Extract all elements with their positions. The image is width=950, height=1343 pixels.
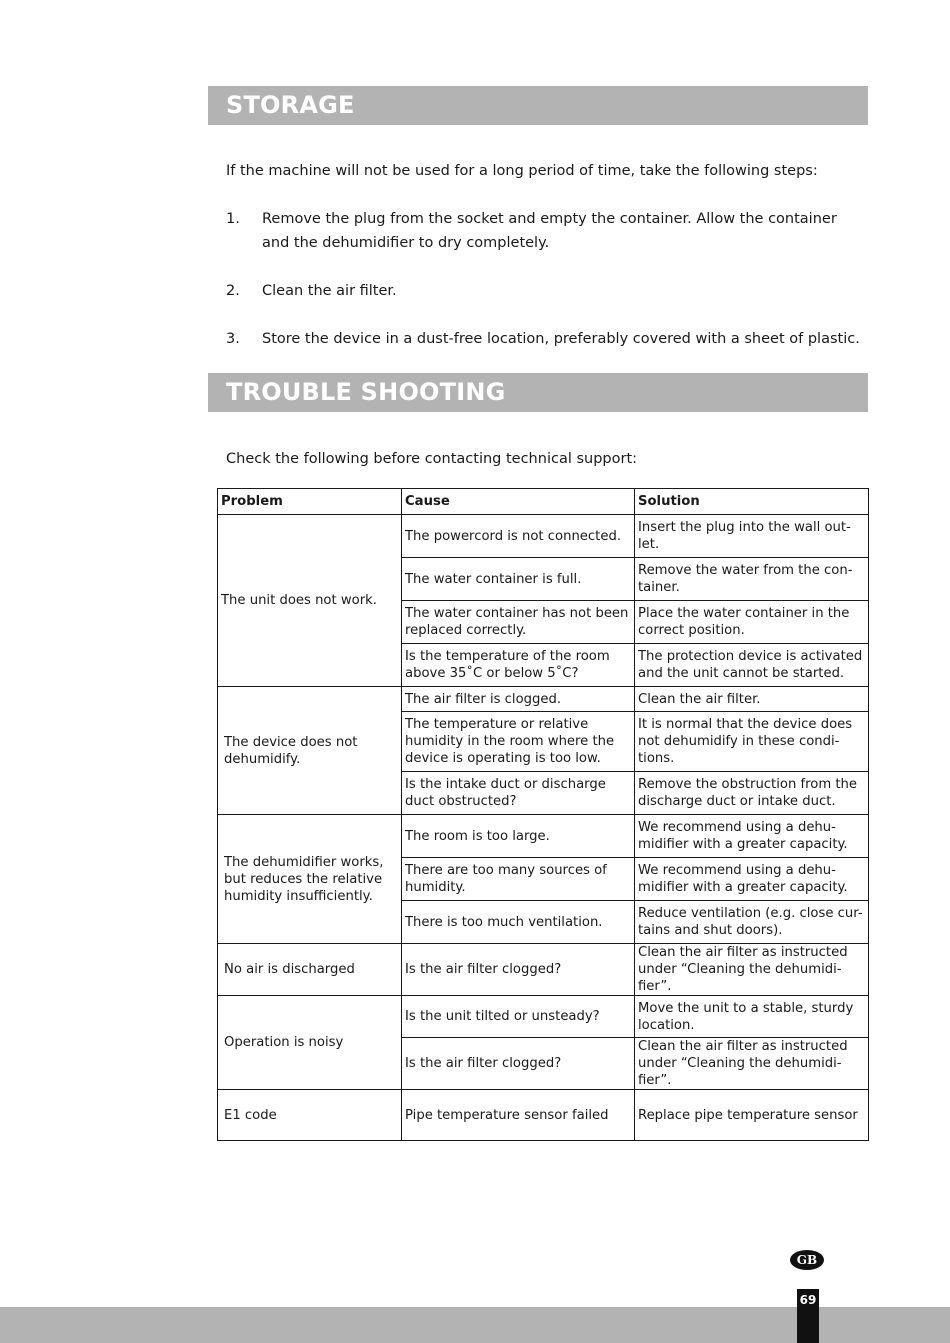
- cause-cell: The room is too large.: [402, 815, 635, 858]
- troubleshooting-table: [217, 488, 869, 1141]
- problem-cell: No air is discharged: [218, 944, 402, 996]
- cause-cell: The water container is full.: [402, 558, 635, 601]
- cause-cell: The water container has not been replaced correctly.: [402, 601, 635, 644]
- cause-cell: Pipe temperature sensor failed: [402, 1090, 635, 1141]
- step-text: Clean the air filter.: [262, 283, 397, 299]
- solution-cell: Replace pipe temperature sensor: [635, 1090, 869, 1141]
- step-text: Store the device in a dust-free location, preferably covered with a sheet of plastic.: [262, 331, 860, 347]
- troubleshooting-heading: TROUBLE SHOOTING: [208, 373, 868, 412]
- troubleshooting-intro: Check the following before contacting technical support:: [226, 451, 638, 467]
- table-row: [218, 515, 869, 558]
- problem-cell: The device does not dehumidify.: [218, 687, 402, 815]
- problem-cell: The unit does not work.: [218, 515, 402, 687]
- table-header-row: [218, 489, 869, 515]
- table-row: [218, 815, 869, 858]
- cause-cell: Is the unit tilted or unsteady?: [402, 996, 635, 1038]
- cause-cell: There are too many sources of humidity.: [402, 858, 635, 901]
- solution-cell: Remove the water from the con-tainer.: [635, 558, 869, 601]
- step-text: Remove the plug from the socket and empty the container. Allow the container and the dehumidifier to dry completely.: [262, 211, 837, 251]
- storage-step: [226, 279, 868, 303]
- step-number: 2.: [226, 283, 240, 299]
- header-problem: Problem: [218, 489, 402, 515]
- solution-cell: We recommend using a dehu-midifier with a greater capacity.: [635, 858, 869, 901]
- header-cause: Cause: [402, 489, 635, 515]
- cause-cell: Is the intake duct or discharge duct obstructed?: [402, 772, 635, 815]
- cause-cell: Is the air filter clogged?: [402, 944, 635, 996]
- solution-cell: Move the unit to a stable, sturdy location.: [635, 996, 869, 1038]
- cause-cell: There is too much ventilation.: [402, 901, 635, 944]
- solution-cell: Place the water container in the correct position.: [635, 601, 869, 644]
- page-number: 69: [797, 1289, 819, 1343]
- solution-cell: Clean the air filter as instructed under “Cleaning the dehumidi-fier”.: [635, 1038, 869, 1090]
- table-row: [218, 996, 869, 1038]
- solution-cell: Clean the air filter as instructed under “Cleaning the dehumidi-fier”.: [635, 944, 869, 996]
- storage-step: [226, 327, 868, 351]
- solution-cell: Reduce ventilation (e.g. close cur-tains and shut doors).: [635, 901, 869, 944]
- storage-step: [226, 207, 868, 255]
- solution-cell: Remove the obstruction from the discharge duct or intake duct.: [635, 772, 869, 815]
- solution-cell: Insert the plug into the wall out-let.: [635, 515, 869, 558]
- header-solution: Solution: [635, 489, 869, 515]
- cause-cell: The temperature or relative humidity in the room where the device is operating is too low.: [402, 712, 635, 772]
- step-number: 3.: [226, 331, 240, 347]
- solution-cell: We recommend using a dehu-midifier with a greater capacity.: [635, 815, 869, 858]
- table-row: [218, 687, 869, 712]
- cause-cell: Is the air filter clogged?: [402, 1038, 635, 1090]
- language-badge: GB: [790, 1250, 824, 1270]
- storage-heading: STORAGE: [208, 86, 868, 125]
- table-row: [218, 1090, 869, 1141]
- solution-cell: Clean the air filter.: [635, 687, 869, 712]
- solution-cell: The protection device is activated and the unit cannot be started.: [635, 644, 869, 687]
- cause-cell: The air filter is clogged.: [402, 687, 635, 712]
- step-number: 1.: [226, 211, 240, 227]
- cause-cell: The powercord is not connected.: [402, 515, 635, 558]
- problem-cell: The dehumidifier works, but reduces the relative humidity insufficiently.: [218, 815, 402, 944]
- problem-cell: E1 code: [218, 1090, 402, 1141]
- solution-cell: It is normal that the device does not dehumidify in these condi-tions.: [635, 712, 869, 772]
- cause-cell: Is the temperature of the room above 35˚C or below 5˚C?: [402, 644, 635, 687]
- table-row: [218, 944, 869, 996]
- storage-intro: If the machine will not be used for a long period of time, take the following steps:: [226, 163, 818, 179]
- problem-cell: Operation is noisy: [218, 996, 402, 1090]
